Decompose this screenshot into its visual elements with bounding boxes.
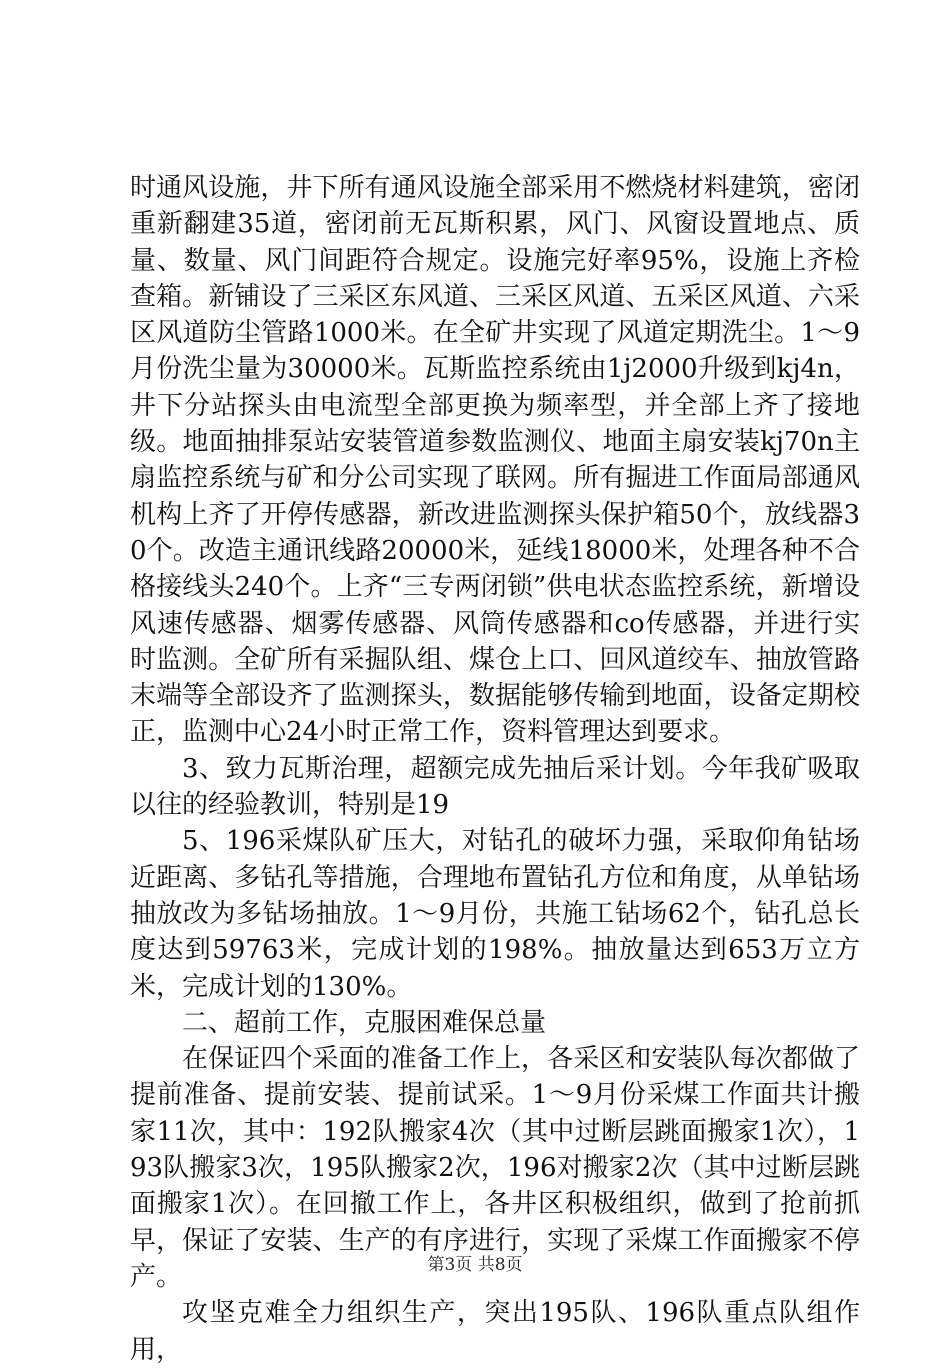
paragraph-gas-control-intro: 3、致力瓦斯治理，超额完成先抽后采计划。今年我矿吸取以往的经验教训，特别是19	[130, 753, 860, 821]
paragraph-face-relocation: 在保证四个采面的准备工作上，各采区和安装队每次都做了提前准备、提前安装、提前试采。1～9月份采煤工作面共计搬家11次，其中：192队搬家4次（其中过断层跳面搬家1次），193队搬家3次，195队搬家2次，196对搬家2次（其中过断层跳面搬家1次）。在回撤工作上，各井区积极组织，做到了抢前抓早，保证了安装、生产的有序进行，实现了采煤工作面搬家不停产。	[130, 1044, 860, 1292]
section-heading-advance-work: 二、超前工作，克服困难保总量	[182, 1007, 547, 1038]
paragraph-ventilation-facilities: 时通风设施，井下所有通风设施全部采用不燃烧材料建筑，密闭重新翻建35道，密闭前无瓦斯积累，风门、风窗设置地点、质量、数量、风门间距符合规定。设施完好率95%，设施上齐检查箱。新铺设了三采区东风道、三采区风道、五采区风道、六采区风道防尘管路1000米。在全矿井实现了风道定期洗尘。1～9月份洗尘量为30000米。瓦斯监控系统由1j2000升级到kj4n，井下分站探头由电流型全部更换为频率型，并全部上齐了接地级。地面抽排泵站安装管道参数监测仪、地面主扇安装kj70n主扇监控系统与矿和分公司实现了联网。所有掘进工作面局部通风机构上齐了开停传感器，新改进监测探头保护箱50个，放线器30个。改造主通讯线路20000米，延线18000米，处理各种不合格接线头240个。上齐“三专两闭锁”供电状态监控系统，新增设风速传感器、烟雾传感器、风筒传感器和co传感器，并进行实时监测。全矿所有采掘队组、煤仓上口、回风道绞车、抽放管路末端等全部设齐了监测探头，数据能够传输到地面，设备定期校正，监测中心24小时正常工作，资料管理达到要求。	[130, 173, 860, 748]
page-footer	[0, 1250, 950, 1275]
paragraph-drilling-results: 5、196采煤队矿压大，对钻孔的破坏力强，采取仰角钻场近距离、多钻孔等措施，合理地布置钻孔方位和角度，从单钻场抽放改为多钻场抽放。1～9月份，共施工钻场62个，钻孔总长度达到59763米，完成计划的198%。抽放量达到653万立方米，完成计划的130%。	[130, 826, 860, 1002]
paragraph-production-organization: 攻坚克难全力组织生产，突出195队、196队重点队组作用，	[130, 1298, 860, 1365]
body-text	[130, 170, 860, 1368]
page-number: 第3页 共8页	[427, 1255, 523, 1275]
